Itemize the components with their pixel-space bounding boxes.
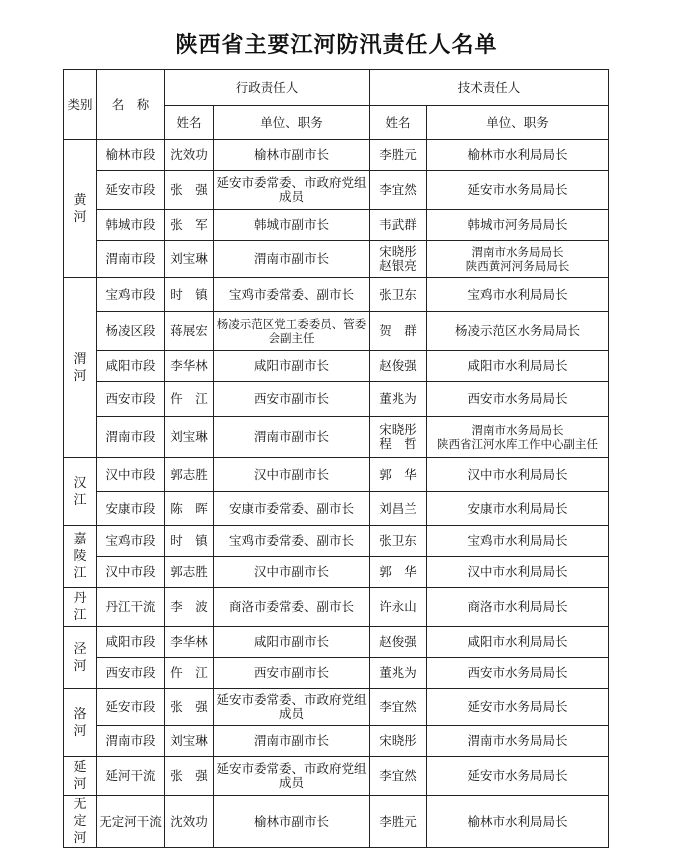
tech-unit-cell: 延安市水务局局长 [427,757,609,796]
admin-name-cell: 仵 江 [165,658,214,689]
tech-name-cell: 宋晓彤 赵银亮 [370,241,427,278]
header-tech-unit: 单位、职务 [427,106,609,140]
segment-cell: 延安市段 [97,171,165,210]
header-admin: 行政责任人 [165,70,370,106]
table-row [64,526,609,557]
tech-name-cell: 董兆为 [370,382,427,417]
table-row [64,658,609,689]
tech-unit-cell: 宝鸡市水利局局长 [427,526,609,557]
tech-unit-cell: 咸阳市水利局局长 [427,351,609,382]
document-title: 陕西省主要江河防汛责任人名单 [175,33,498,58]
admin-name-cell: 时 镇 [165,526,214,557]
river-name-cell [64,140,97,278]
tech-unit-cell: 延安市水务局局长 [427,171,609,210]
admin-unit-cell: 延安市委常委、市政府党组成员 [214,757,370,796]
tech-name-cell: 许永山 [370,588,427,627]
admin-unit-cell: 西安市副市长 [214,658,370,689]
segment-cell: 西安市段 [97,658,165,689]
segment-cell: 咸阳市段 [97,627,165,658]
tech-unit-cell: 商洛市水利局局长 [427,588,609,627]
admin-name-cell: 刘宝琳 [165,241,214,278]
river-name-cell [64,689,97,757]
table-row [64,351,609,382]
admin-name-cell: 张 强 [165,171,214,210]
segment-cell: 宝鸡市段 [97,278,165,312]
tech-unit-cell: 宝鸡市水利局局长 [427,278,609,312]
table-row [64,492,609,526]
table-row [64,726,609,757]
tech-name-cell: 宋晓彤 程 哲 [370,417,427,458]
table-row [64,588,609,627]
tech-unit-cell: 杨凌示范区水务局局长 [427,312,609,351]
table-row [64,278,609,312]
river-name: 嘉陵江 [73,532,87,581]
river-name: 洛河 [73,706,87,739]
admin-unit-cell: 咸阳市副市长 [214,627,370,658]
segment-cell: 咸阳市段 [97,351,165,382]
admin-unit-cell: 延安市委常委、市政府党组成员 [214,171,370,210]
tech-name-cell: 张卫东 [370,278,427,312]
table-row [64,210,609,241]
responsibility-table [63,69,609,848]
tech-name-cell: 李宜然 [370,689,427,726]
river-name-cell [64,757,97,796]
table-row [64,171,609,210]
admin-unit-cell: 汉中市副市长 [214,458,370,492]
river-name: 黄河 [73,192,87,225]
header-admin-unit: 单位、职务 [214,106,370,140]
river-name-cell [64,526,97,588]
tech-name-cell: 李胜元 [370,140,427,171]
admin-name-cell: 刘宝琳 [165,417,214,458]
admin-name-cell: 仵 江 [165,382,214,417]
header-tech: 技术责任人 [370,70,609,106]
river-name-cell [64,588,97,627]
segment-cell: 韩城市段 [97,210,165,241]
tech-name-cell: 李宜然 [370,757,427,796]
tech-name-cell: 郭 华 [370,557,427,588]
header-category: 类别 [64,70,97,140]
river-name: 汉江 [73,475,87,508]
admin-unit-cell: 渭南市副市长 [214,241,370,278]
tech-unit-cell: 渭南市水务局局长 陕西黄河河务局局长 [427,241,609,278]
table-row [64,627,609,658]
admin-unit-cell: 汉中市副市长 [214,557,370,588]
river-name: 泾河 [73,641,87,674]
river-name: 延河 [73,760,87,792]
segment-cell: 渭南市段 [97,417,165,458]
admin-name-cell: 蒋展宏 [165,312,214,351]
admin-name-cell: 李华林 [165,627,214,658]
tech-name-cell: 韦武群 [370,210,427,241]
tech-unit-cell: 延安市水务局局长 [427,689,609,726]
segment-cell: 无定河干流 [97,796,165,848]
segment-cell: 汉中市段 [97,458,165,492]
admin-unit-cell: 韩城市副市长 [214,210,370,241]
admin-name-cell: 沈效功 [165,796,214,848]
admin-unit-cell: 宝鸡市委常委、副市长 [214,278,370,312]
segment-cell: 杨凌区段 [97,312,165,351]
tech-unit-cell: 榆林市水利局局长 [427,140,609,171]
admin-name-cell: 刘宝琳 [165,726,214,757]
tech-unit-cell: 西安市水务局局长 [427,658,609,689]
segment-cell: 榆林市段 [97,140,165,171]
admin-name-cell: 李 波 [165,588,214,627]
admin-unit-cell: 延安市委常委、市政府党组成员 [214,689,370,726]
admin-name-cell: 张 强 [165,757,214,796]
segment-cell: 渭南市段 [97,726,165,757]
river-name: 无定河 [73,797,87,846]
admin-unit-cell: 渭南市副市长 [214,417,370,458]
river-name: 渭河 [73,351,87,384]
header-name: 名 称 [97,70,165,140]
header-admin-person: 姓名 [165,106,214,140]
tech-name-cell: 李胜元 [370,796,427,848]
segment-cell: 延安市段 [97,689,165,726]
segment-cell: 西安市段 [97,382,165,417]
tech-name-cell: 赵俊强 [370,351,427,382]
admin-name-cell: 沈效功 [165,140,214,171]
table-row [64,796,609,848]
table-row [64,382,609,417]
admin-name-cell: 时 镇 [165,278,214,312]
table-row [64,312,609,351]
admin-name-cell: 张 军 [165,210,214,241]
admin-unit-cell: 商洛市委常委、副市长 [214,588,370,627]
segment-cell: 宝鸡市段 [97,526,165,557]
admin-unit-cell: 榆林市副市长 [214,796,370,848]
table-row [64,417,609,458]
tech-unit-cell: 汉中市水利局局长 [427,458,609,492]
tech-unit-cell: 榆林市水利局局长 [427,796,609,848]
segment-cell: 延河干流 [97,757,165,796]
tech-unit-cell: 汉中市水利局局长 [427,557,609,588]
admin-name-cell: 张 强 [165,689,214,726]
table-row [64,140,609,171]
river-name-cell [64,278,97,458]
tech-name-cell: 贺 群 [370,312,427,351]
table-row [64,458,609,492]
tech-name-cell: 李宜然 [370,171,427,210]
river-name-cell [64,458,97,526]
tech-name-cell: 赵俊强 [370,627,427,658]
tech-unit-cell: 安康市水利局局长 [427,492,609,526]
admin-unit-cell: 宝鸡市委常委、副市长 [214,526,370,557]
admin-unit-cell: 榆林市副市长 [214,140,370,171]
tech-unit-cell: 韩城市河务局局长 [427,210,609,241]
segment-cell: 丹江干流 [97,588,165,627]
tech-unit-cell: 渭南市水务局局长 [427,726,609,757]
header-tech-person: 姓名 [370,106,427,140]
segment-cell: 安康市段 [97,492,165,526]
table-row [64,689,609,726]
tech-name-cell: 郭 华 [370,458,427,492]
segment-cell: 渭南市段 [97,241,165,278]
table-row [64,241,609,278]
admin-unit-cell: 渭南市副市长 [214,726,370,757]
tech-unit-cell: 渭南市水务局局长 陕西省江河水库工作中心副主任 [427,417,609,458]
admin-name-cell: 郭志胜 [165,557,214,588]
admin-unit-cell: 西安市副市长 [214,382,370,417]
river-name-cell [64,627,97,689]
tech-unit-cell: 西安市水务局局长 [427,382,609,417]
river-name-cell [64,796,97,848]
tech-name-cell: 董兆为 [370,658,427,689]
table-row [64,757,609,796]
admin-unit-cell: 咸阳市副市长 [214,351,370,382]
admin-unit-cell: 杨凌示范区党工委委员、管委会副主任 [214,312,370,351]
admin-unit-cell: 安康市委常委、副市长 [214,492,370,526]
tech-unit-cell: 咸阳市水利局局长 [427,627,609,658]
admin-name-cell: 陈 晖 [165,492,214,526]
tech-name-cell: 张卫东 [370,526,427,557]
table-row [64,557,609,588]
tech-name-cell: 宋晓彤 [370,726,427,757]
tech-name-cell: 刘昌兰 [370,492,427,526]
admin-name-cell: 郭志胜 [165,458,214,492]
segment-cell: 汉中市段 [97,557,165,588]
river-name: 丹江 [73,591,87,623]
admin-name-cell: 李华林 [165,351,214,382]
